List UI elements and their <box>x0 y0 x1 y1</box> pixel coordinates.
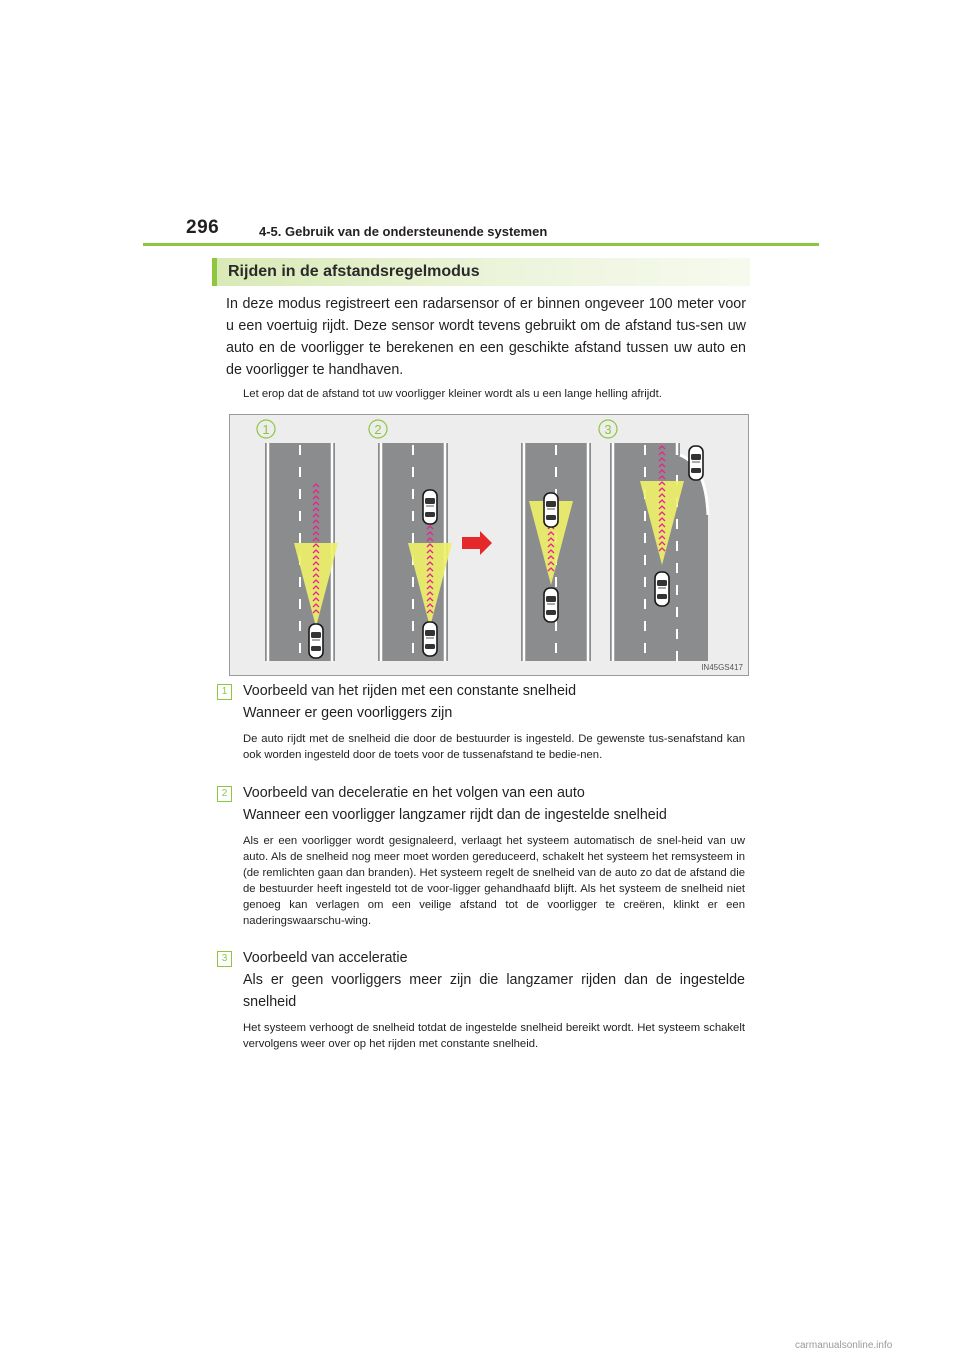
departing-car-4 <box>689 446 703 480</box>
intro-note: Let erop dat de afstand tot uw voorligger kleiner wordt als u een lange helling afrijdt. <box>243 388 662 400</box>
transition-arrow <box>462 531 492 555</box>
own-car-1 <box>309 624 323 658</box>
label-1: 1 <box>262 422 270 437</box>
own-car-3 <box>544 588 558 622</box>
section-title: Rijden in de afstandsregelmodus <box>228 263 480 280</box>
item-1-detail: De auto rijdt met de snelheid die door de bestuurder is ingesteld. De gewenste tus-senafstand kan ook worden ingesteld door de toets voor de tussenafstand te bedie-nen. <box>243 733 745 761</box>
acc-diagram-drawing <box>230 415 750 677</box>
chapter-title: 4-5. Gebruik van de ondersteunende systemen <box>259 224 548 239</box>
page-number: 296 <box>186 217 220 238</box>
label-3: 3 <box>604 422 612 437</box>
item-3-title: Voorbeeld van acceleratie <box>243 950 408 966</box>
intro-paragraph: In deze modus registreert een radarsensor of er binnen ongeveer 100 meter voor u een voertuig rijdt. Deze sensor wordt tevens gebruikt om de afstand tus-sen uw auto en de voorligger te berekenen en een geschikte afstand tussen uw auto en de voorligger te handhaven. <box>226 296 746 378</box>
item-1-title: Voorbeeld van het rijden met een constante snelheid <box>243 683 577 699</box>
item-1-subtitle: Wanneer er geen voorliggers zijn <box>243 705 453 721</box>
leading-car-3 <box>544 493 558 527</box>
item-3-badge: 3 <box>217 951 232 967</box>
item-1-badge: 1 <box>217 684 232 700</box>
own-car-2 <box>423 622 437 656</box>
item-3-subtitle: Als er geen voorliggers meer zijn die langzamer rijden dan de ingestelde snelheid <box>243 972 745 1010</box>
leading-car-2 <box>423 490 437 524</box>
figure-code: IN45GS417 <box>701 663 743 672</box>
item-3-detail: Het systeem verhoogt de snelheid totdat de ingestelde snelheid bereikt wordt. Het systeem schakelt vervolgens weer over op het rijden met constante snelheid. <box>243 1022 745 1050</box>
item-2-badge: 2 <box>217 786 232 802</box>
label-2: 2 <box>374 422 382 437</box>
own-car-4 <box>655 572 669 606</box>
acc-diagram <box>229 414 749 676</box>
section-heading-bar <box>212 258 750 286</box>
footer-watermark: carmanualsonline.info <box>795 1340 893 1351</box>
item-2-title: Voorbeeld van deceleratie en het volgen van een auto <box>243 785 585 801</box>
item-2-subtitle: Wanneer een voorligger langzamer rijdt dan de ingestelde snelheid <box>243 807 667 823</box>
header-rule <box>143 243 819 246</box>
item-2-detail: Als er een voorligger wordt gesignaleerd, verlaagt het systeem automatisch de snel-heid van uw auto. Als de snelheid nog meer moet worden gereduceerd, schakelt het systeem het remsysteem in (de remlichten gaan dan branden). Het systeem regelt de snelheid van de auto zo dat de afstand die de bestuurder heeft ingesteld tot de voor-ligger gehandhaafd blijft. Als het systeem de snelheid niet genoeg kan verlagen om een veilige afstand tot de voorligger te creëren, klinkt er een naderingswaarschu-wing. <box>243 835 745 927</box>
